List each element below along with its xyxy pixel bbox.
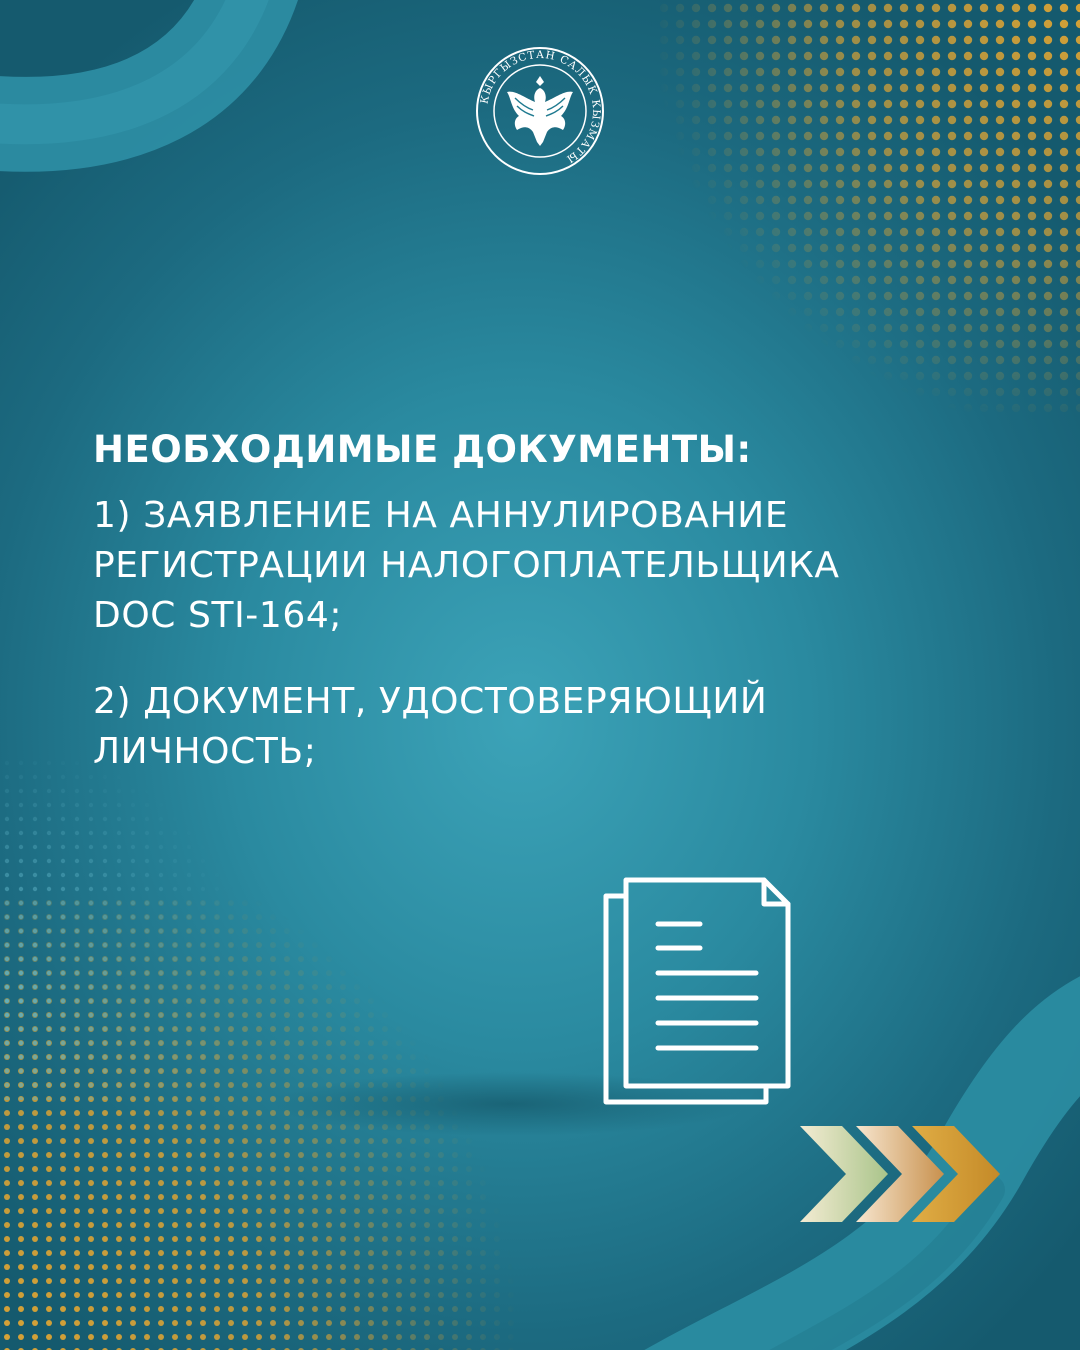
- document-item-1: 1) ЗАЯВЛЕНИЕ НА АННУЛИРОВАНИЕ РЕГИСТРАЦИИ НАЛОГОПЛАТЕЛЬЩИКА DOC STI-164;: [93, 495, 840, 636]
- documents-icon: [596, 874, 796, 1110]
- triple-chevron-right-icon: [798, 1124, 1008, 1224]
- section-heading: НЕОБХОДИМЫЕ ДОКУМЕНТЫ:: [93, 428, 752, 471]
- tax-service-emblem: [475, 46, 605, 176]
- svg-text:КЫРГЫЗСТАН САЛЫК КЫЗМАТЫ: КЫРГЫЗСТАН САЛЫК КЫЗМАТЫ: [478, 48, 603, 166]
- document-item-2: 2) ДОКУМЕНТ, УДОСТОВЕРЯЮЩИЙ ЛИЧНОСТЬ;: [93, 681, 768, 772]
- documents-list-section: [93, 428, 993, 813]
- eagle-icon: [507, 76, 573, 146]
